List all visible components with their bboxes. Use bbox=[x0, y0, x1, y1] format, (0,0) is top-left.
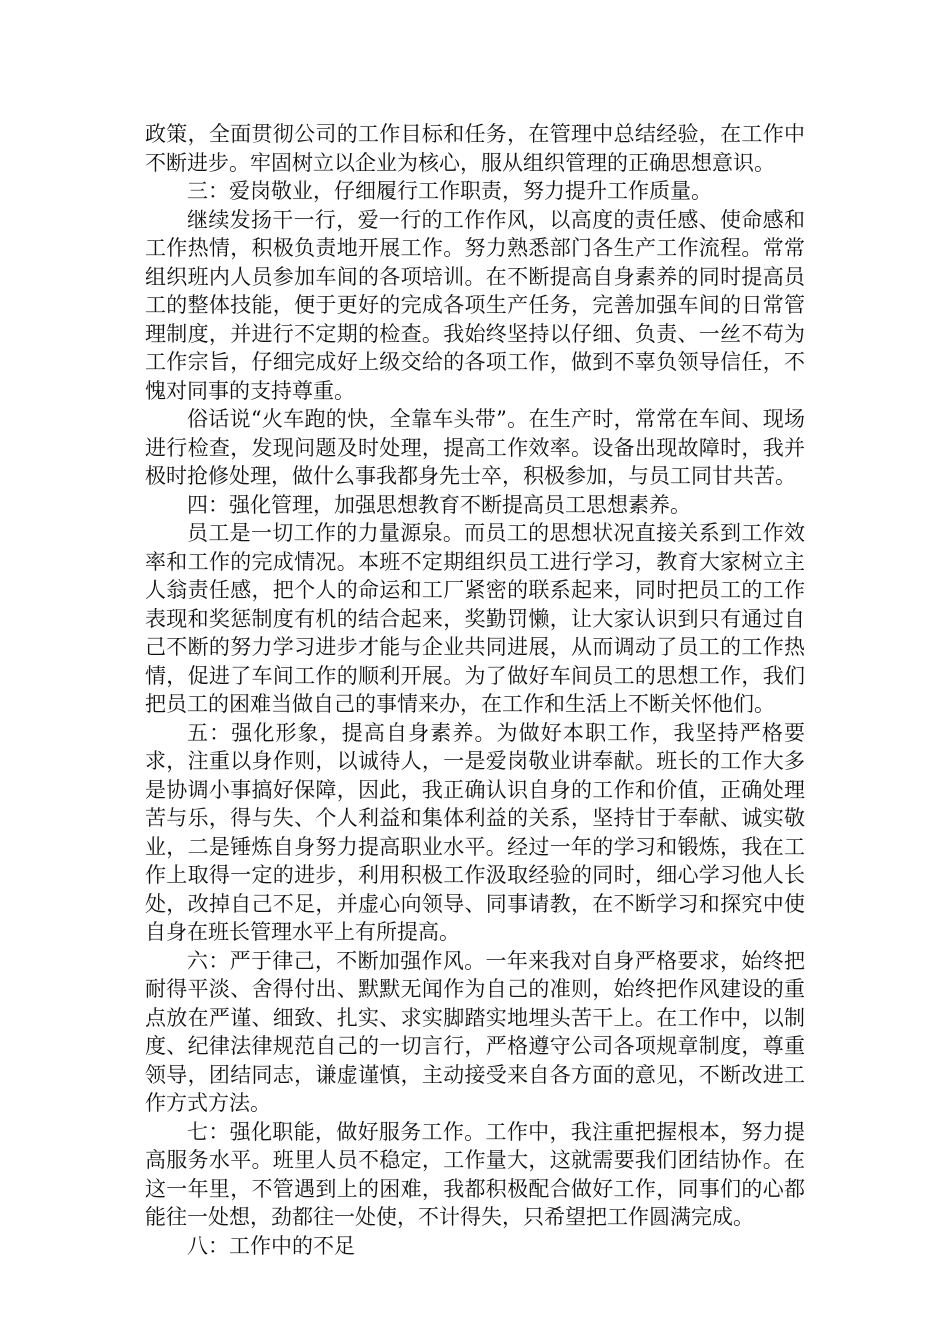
section-6: 六：严于律己，不断加强作风。一年来我对自身严格要求，始终把耐得平淡、舍得付出、默默无闻作为自己的准则，始终把作风建设的重点放在严谨、细致、扎实、求实脚踏实地埋头苦干上。在工作中，以制度、纪律法律规范自己的一切言行，严格遵守公司各项规章制度，尊重领导，团结同志，谦虚谨慎，主动接受来自各方面的意见，不断改进工作方式方法。 bbox=[145, 948, 805, 1115]
section-7: 七：强化职能，做好服务工作。工作中，我注重把握根本，努力提高服务水平。班里人员不稳定，工作量大，这就需要我们团结协作。在这一年里，不管遇到上的困难，我都积极配合做好工作，同事们的心都能往一处想，劲都往一处使，不计得失，只希望把工作圆满完成。 bbox=[145, 1119, 805, 1229]
document-page bbox=[145, 120, 805, 1260]
section-5: 五：强化形象，提高自身素养。为做好本职工作，我坚持严格要求，注重以身作则，以诚待人，一是爱岗敬业讲奉献。班长的工作大多是协调小事搞好保障，因此，我正确认识自身的工作和价值，正确处理苦与乐，得与失、个人利益和集体利益的关系，坚持甘于奉献、诚实敬业，二是锤炼自身努力提高职业水平。经过一年的学习和锻炼，我在工作上取得一定的进步，利用积极工作汲取经验的同时，细心学习他人长处，改掉自己不足，并虚心向领导、同事请教，在不断学习和探究中使自身在班长管理水平上有所提高。 bbox=[145, 720, 805, 944]
paragraph-2: 继续发扬干一行，爱一行的工作作风，以高度的责任感、使命感和工作热情，积极负责地开展工作。努力熟悉部门各生产工作流程。常常组织班内人员参加车间的各项培训。在不断提高自身素养的同时提高员工的整体技能，便于更好的完成各项生产任务，完善加强车间的日常管理制度，并进行不定期的检查。我始终坚持以仔细、负责、一丝不苟为工作宗旨，仔细完成好上级交给的各项工作，做到不辜负领导信任，不愧对同事的支持尊重。 bbox=[145, 207, 805, 403]
paragraph-3: 俗话说“火车跑的快，全靠车头带”。在生产时，常常在车间、现场进行检查，发现问题及时处理，提高工作效率。设备出现故障时，我并极时抢修处理，做什么事我都身先士卒，积极参加，与员工同甘共苦。 bbox=[145, 407, 805, 488]
paragraph-1: 政策，全面贯彻公司的工作目标和任务，在管理中总结经验，在工作中不断进步。牢固树立以企业为核心，服从组织管理的正确思想意识。 bbox=[145, 122, 805, 175]
section-heading-3: 三：爱岗敬业，仔细履行工作职责，努力提升工作质量。 bbox=[187, 179, 712, 203]
section-heading-8: 八：工作中的不足 bbox=[187, 1233, 355, 1258]
paragraph-4: 员工是一切工作的力量源泉。而员工的思想状况直接关系到工作效率和工作的完成情况。本班不定期组织员工进行学习，教育大家树立主人翁责任感，把个人的命运和工厂紧密的联系起来，同时把员工的工作表现和奖惩制度有机的结合起来，奖勤罚懒，让大家认识到只有通过自己不断的努力学习进步才能与企业共同进展，从而调动了员工的工作热情，促进了车间工作的顺利开展。为了做好车间员工的思想工作，我们把员工的困难当做自己的事情来办，在工作和生活上不断关怀他们。 bbox=[145, 521, 805, 716]
section-heading-4: 四：强化管理，加强思想教育不断提高员工思想素养。 bbox=[187, 492, 691, 517]
